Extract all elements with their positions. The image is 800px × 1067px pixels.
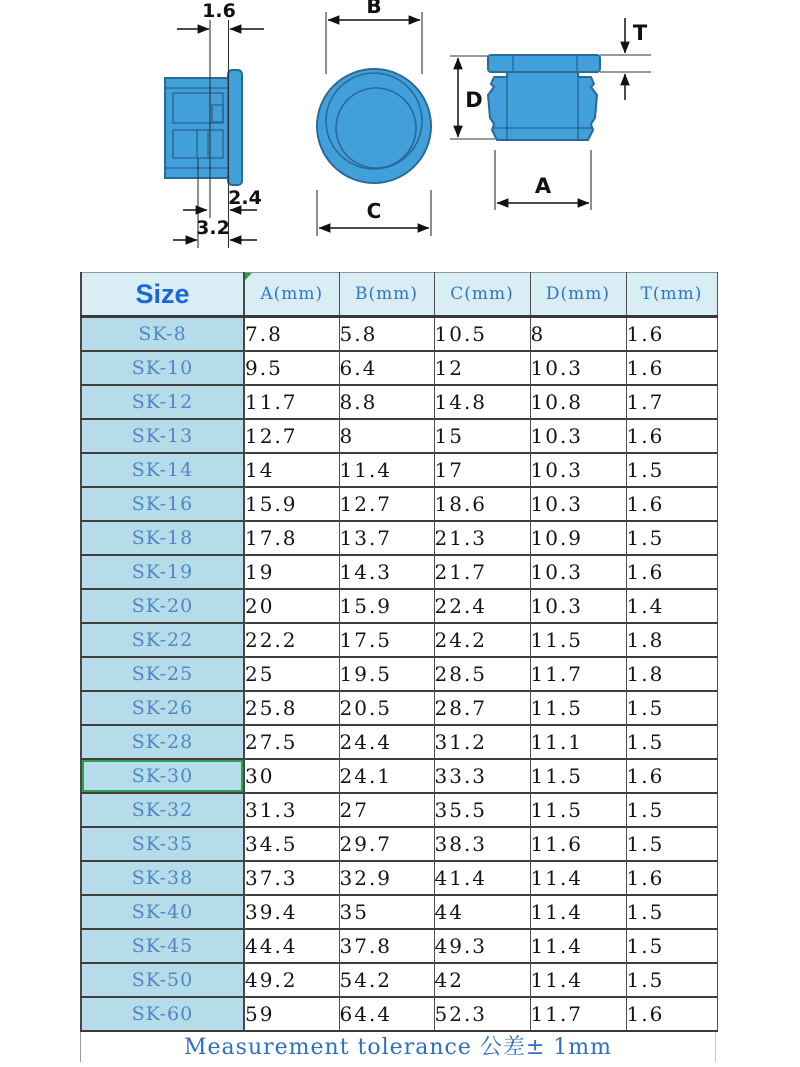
value-cell-a[interactable]: 20	[244, 589, 339, 623]
table-row	[81, 521, 717, 555]
value-cell-b[interactable]: 14.3	[339, 555, 434, 589]
side-view-drawing	[85, 0, 320, 260]
value-cell-t[interactable]: 1.5	[626, 691, 717, 725]
size-cell[interactable]: SK-19	[81, 555, 244, 589]
table-row	[81, 895, 717, 929]
value-cell-d[interactable]: 10.3	[530, 419, 626, 453]
table-row	[81, 929, 717, 963]
value-cell-d[interactable]: 11.4	[530, 929, 626, 963]
value-cell-c[interactable]: 14.8	[434, 385, 530, 419]
value-cell-a[interactable]: 7.8	[244, 317, 339, 351]
value-cell-t[interactable]: 1.7	[626, 385, 717, 419]
value-cell-a[interactable]: 27.5	[244, 725, 339, 759]
table-row	[81, 385, 717, 419]
value-cell-c[interactable]: 44	[434, 895, 530, 929]
size-cell[interactable]: SK-45	[81, 929, 244, 963]
value-cell-c[interactable]: 28.5	[434, 657, 530, 691]
value-cell-d[interactable]: 11.5	[530, 691, 626, 725]
value-cell-d[interactable]: 10.3	[530, 487, 626, 521]
column-header-d[interactable]: D(mm)	[530, 273, 626, 317]
value-cell-b[interactable]: 5.8	[339, 317, 434, 351]
size-cell[interactable]: SK-20	[81, 589, 244, 623]
value-cell-c[interactable]: 41.4	[434, 861, 530, 895]
value-cell-c[interactable]: 33.3	[434, 759, 530, 793]
table-row	[81, 997, 717, 1031]
value-cell-d[interactable]: 11.4	[530, 861, 626, 895]
table-row	[81, 657, 717, 691]
value-cell-t[interactable]: 1.6	[626, 419, 717, 453]
value-cell-d[interactable]: 10.3	[530, 555, 626, 589]
value-cell-d[interactable]: 11.5	[530, 759, 626, 793]
value-cell-c[interactable]: 10.5	[434, 317, 530, 351]
value-cell-b[interactable]: 35	[339, 895, 434, 929]
size-table	[80, 272, 718, 1032]
value-cell-a[interactable]: 31.3	[244, 793, 339, 827]
size-cell[interactable]: SK-25	[81, 657, 244, 691]
value-cell-b[interactable]: 54.2	[339, 963, 434, 997]
tolerance-note: Measurement tolerance 公差± 1mm	[80, 1032, 716, 1062]
value-cell-d[interactable]: 10.8	[530, 385, 626, 419]
value-cell-d[interactable]: 11.5	[530, 793, 626, 827]
size-cell[interactable]: SK-32	[81, 793, 244, 827]
value-cell-d[interactable]: 11.6	[530, 827, 626, 861]
dim-b-label: B	[366, 0, 382, 18]
table-row	[81, 793, 717, 827]
value-cell-b[interactable]: 24.1	[339, 759, 434, 793]
value-cell-t[interactable]: 1.5	[626, 453, 717, 487]
size-table-section	[80, 272, 716, 1062]
value-cell-b[interactable]: 29.7	[339, 827, 434, 861]
size-cell[interactable]: SK-35	[81, 827, 244, 861]
value-cell-b[interactable]: 27	[339, 793, 434, 827]
size-cell[interactable]: SK-38	[81, 861, 244, 895]
value-cell-b[interactable]: 13.7	[339, 521, 434, 555]
size-cell[interactable]: SK-12	[81, 385, 244, 419]
value-cell-d[interactable]: 11.7	[530, 997, 626, 1031]
value-cell-a[interactable]: 14	[244, 453, 339, 487]
value-cell-b[interactable]: 24.4	[339, 725, 434, 759]
column-header-a[interactable]	[244, 273, 339, 317]
value-cell-t[interactable]: 1.5	[626, 827, 717, 861]
table-row	[81, 827, 717, 861]
dim-3-2-label: 3.2	[196, 217, 230, 239]
value-cell-t[interactable]: 1.5	[626, 895, 717, 929]
value-cell-d[interactable]: 10.3	[530, 589, 626, 623]
table-row	[81, 759, 717, 793]
value-cell-d[interactable]: 11.7	[530, 657, 626, 691]
profile-view-drawing	[445, 0, 735, 250]
value-cell-c[interactable]: 28.7	[434, 691, 530, 725]
value-cell-t[interactable]: 1.5	[626, 725, 717, 759]
value-cell-t[interactable]: 1.8	[626, 623, 717, 657]
value-cell-b[interactable]: 64.4	[339, 997, 434, 1031]
value-cell-d[interactable]: 11.1	[530, 725, 626, 759]
value-cell-c[interactable]: 35.5	[434, 793, 530, 827]
value-cell-a[interactable]: 12.7	[244, 419, 339, 453]
value-cell-b[interactable]: 19.5	[339, 657, 434, 691]
value-cell-t[interactable]: 1.5	[626, 929, 717, 963]
table-row	[81, 351, 717, 385]
value-cell-a[interactable]: 59	[244, 997, 339, 1031]
technical-drawings	[0, 0, 800, 268]
size-cell[interactable]: SK-16	[81, 487, 244, 521]
size-cell[interactable]: SK-60	[81, 997, 244, 1031]
table-row	[81, 861, 717, 895]
value-cell-b[interactable]: 12.7	[339, 487, 434, 521]
value-cell-c[interactable]: 22.4	[434, 589, 530, 623]
value-cell-b[interactable]: 8	[339, 419, 434, 453]
table-row	[81, 691, 717, 725]
value-cell-c[interactable]: 21.3	[434, 521, 530, 555]
value-cell-c[interactable]: 42	[434, 963, 530, 997]
size-cell[interactable]: SK-14	[81, 453, 244, 487]
value-cell-t[interactable]: 1.6	[626, 861, 717, 895]
value-cell-c[interactable]: 31.2	[434, 725, 530, 759]
value-cell-a[interactable]: 49.2	[244, 963, 339, 997]
dim-a-label: A	[534, 174, 552, 198]
size-cell[interactable]: SK-10	[81, 351, 244, 385]
size-cell[interactable]: SK-18	[81, 521, 244, 555]
table-row	[81, 725, 717, 759]
value-cell-c[interactable]: 38.3	[434, 827, 530, 861]
value-cell-a[interactable]: 17.8	[244, 521, 339, 555]
header-row	[81, 273, 717, 317]
value-cell-c[interactable]: 12	[434, 351, 530, 385]
value-cell-a[interactable]: 19	[244, 555, 339, 589]
value-cell-c[interactable]: 49.3	[434, 929, 530, 963]
value-cell-t[interactable]: 1.6	[626, 351, 717, 385]
size-cell[interactable]: SK-30	[81, 759, 244, 793]
value-cell-b[interactable]: 11.4	[339, 453, 434, 487]
column-header-b[interactable]: B(mm)	[339, 273, 434, 317]
value-cell-d[interactable]: 10.9	[530, 521, 626, 555]
value-cell-c[interactable]: 17	[434, 453, 530, 487]
value-cell-c[interactable]: 15	[434, 419, 530, 453]
value-cell-b[interactable]: 15.9	[339, 589, 434, 623]
value-cell-d[interactable]: 10.3	[530, 453, 626, 487]
value-cell-b[interactable]: 20.5	[339, 691, 434, 725]
value-cell-d[interactable]: 11.4	[530, 895, 626, 929]
value-cell-t[interactable]: 1.5	[626, 793, 717, 827]
value-cell-d[interactable]: 11.4	[530, 963, 626, 997]
value-cell-a[interactable]: 44.4	[244, 929, 339, 963]
value-cell-b[interactable]: 32.9	[339, 861, 434, 895]
dim-t-label: T	[632, 21, 648, 45]
value-cell-t[interactable]: 1.5	[626, 963, 717, 997]
table-row	[81, 453, 717, 487]
value-cell-c[interactable]: 52.3	[434, 997, 530, 1031]
table-row	[81, 589, 717, 623]
dim-c-label: C	[366, 199, 382, 223]
value-cell-a[interactable]: 25	[244, 657, 339, 691]
value-cell-t[interactable]: 1.5	[626, 521, 717, 555]
value-cell-t[interactable]: 1.8	[626, 657, 717, 691]
value-cell-a[interactable]: 11.7	[244, 385, 339, 419]
size-cell[interactable]: SK-8	[81, 317, 244, 351]
table-row	[81, 487, 717, 521]
value-cell-t[interactable]: 1.6	[626, 759, 717, 793]
value-cell-d[interactable]: 8	[530, 317, 626, 351]
value-cell-t[interactable]: 1.6	[626, 317, 717, 351]
value-cell-d[interactable]: 10.3	[530, 351, 626, 385]
value-cell-a[interactable]: 34.5	[244, 827, 339, 861]
value-cell-c[interactable]: 21.7	[434, 555, 530, 589]
size-cell[interactable]: SK-26	[81, 691, 244, 725]
value-cell-c[interactable]: 18.6	[434, 487, 530, 521]
value-cell-a[interactable]: 39.4	[244, 895, 339, 929]
value-cell-t[interactable]: 1.6	[626, 487, 717, 521]
table-row	[81, 963, 717, 997]
value-cell-t[interactable]: 1.6	[626, 997, 717, 1031]
size-cell[interactable]: SK-13	[81, 419, 244, 453]
size-cell[interactable]: SK-22	[81, 623, 244, 657]
value-cell-t[interactable]: 1.6	[626, 555, 717, 589]
value-cell-b[interactable]: 17.5	[339, 623, 434, 657]
table-row	[81, 419, 717, 453]
dim-1-6-label: 1.6	[202, 0, 236, 22]
value-cell-t[interactable]: 1.4	[626, 589, 717, 623]
table-row	[81, 623, 717, 657]
column-header-a-label: A(mm)	[260, 284, 324, 304]
size-cell[interactable]: SK-40	[81, 895, 244, 929]
value-cell-a[interactable]: 9.5	[244, 351, 339, 385]
size-cell[interactable]: SK-50	[81, 963, 244, 997]
size-column-header[interactable]: Size	[81, 273, 244, 317]
table-row	[81, 555, 717, 589]
column-header-c[interactable]: C(mm)	[434, 273, 530, 317]
value-cell-a[interactable]: 22.2	[244, 623, 339, 657]
value-cell-b[interactable]: 6.4	[339, 351, 434, 385]
value-cell-a[interactable]: 37.3	[244, 861, 339, 895]
value-cell-a[interactable]: 30	[244, 759, 339, 793]
column-header-t[interactable]: T(mm)	[626, 273, 717, 317]
dim-2-4-label: 2.4	[228, 187, 262, 209]
value-cell-d[interactable]: 11.5	[530, 623, 626, 657]
value-cell-b[interactable]: 37.8	[339, 929, 434, 963]
value-cell-a[interactable]: 15.9	[244, 487, 339, 521]
table-row	[81, 317, 717, 351]
green-corner-marker	[245, 273, 252, 280]
size-cell[interactable]: SK-28	[81, 725, 244, 759]
value-cell-c[interactable]: 24.2	[434, 623, 530, 657]
value-cell-b[interactable]: 8.8	[339, 385, 434, 419]
dim-d-label: D	[465, 88, 483, 112]
value-cell-a[interactable]: 25.8	[244, 691, 339, 725]
